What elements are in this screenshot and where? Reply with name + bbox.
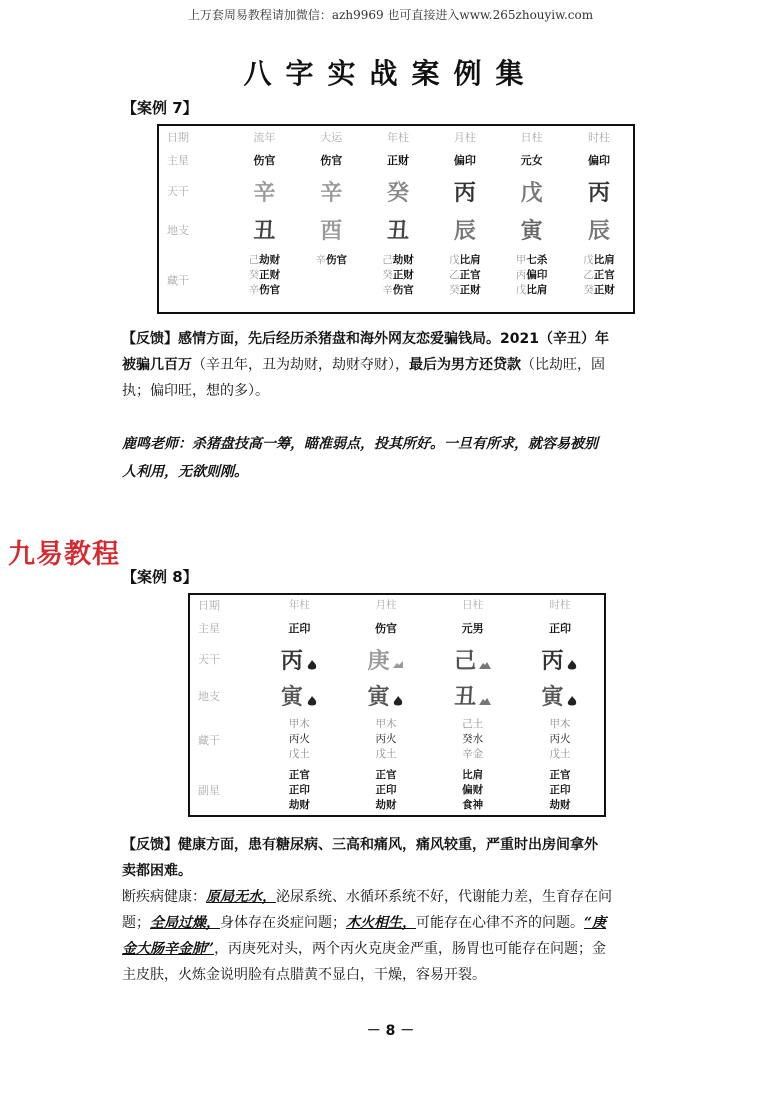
heavenly-stem-cell <box>516 641 605 678</box>
feedback-text: （辛丑年，丑为劫财，劫财夺财）， <box>192 357 409 373</box>
case7-row-date <box>158 125 634 149</box>
earthly-branch: 丑 <box>387 219 410 245</box>
hidden-star: 正财 <box>259 268 281 281</box>
hidden-stem: 丙 <box>515 268 527 281</box>
case8-row-star <box>189 614 605 640</box>
hidden-stem-entry <box>231 283 298 298</box>
metal-element-icon <box>392 660 404 670</box>
feedback-highlight-2: 最后为男方还贷款 <box>409 357 521 373</box>
hidden-stem-entry <box>365 253 432 268</box>
side-stars-cell <box>516 765 605 816</box>
hidden-stems-cell <box>431 249 498 313</box>
diagnosis-highlight: 木火相生， <box>346 915 416 931</box>
diagnosis-text: 主皮肤，火炼金说明脸有点腊黄不显白，干燥，容易开裂。 <box>122 967 486 983</box>
earthly-branch: 酉 <box>320 219 343 245</box>
feedback-text: 执；偏印旺，想的多）。 <box>122 383 269 399</box>
case7-row-star <box>158 149 634 173</box>
earthly-branch-cell <box>516 677 605 714</box>
hidden-stem-entry <box>431 268 498 283</box>
heavenly-stem-cell <box>429 641 516 678</box>
hidden-star: 比肩 <box>593 253 615 266</box>
heavenly-stem: 丙 <box>453 180 476 206</box>
hidden-stem: 戊 <box>583 253 594 266</box>
hidden-stem-entry <box>298 253 365 268</box>
side-star: 食神 <box>462 798 484 811</box>
watermark-logo: 九易教程 <box>8 539 120 570</box>
earthly-branch: 丑 <box>253 219 276 245</box>
row-label: 日期 <box>167 131 189 145</box>
earth-element-icon <box>479 660 491 670</box>
earthly-branch: 寅 <box>367 685 390 711</box>
earth-element-icon <box>479 696 491 706</box>
side-stars-cell <box>343 765 430 816</box>
hidden-stem-entry: 丙火 <box>288 733 310 746</box>
hidden-stem-entry <box>231 268 298 283</box>
hidden-star: 正财 <box>593 283 615 296</box>
fire-element-icon <box>306 660 318 670</box>
row-label: 天干 <box>167 185 189 199</box>
case7-row-hidden <box>158 249 634 313</box>
hidden-star: 比肩 <box>459 253 481 266</box>
hidden-stem: 乙 <box>583 268 594 281</box>
hidden-stems-cell <box>231 249 298 313</box>
main-star: 偏印 <box>588 154 611 168</box>
side-star: 正官 <box>288 768 310 781</box>
main-star: 正印 <box>548 621 571 635</box>
hidden-stems-cell <box>298 249 365 313</box>
case8-row-stem <box>189 641 605 678</box>
main-star: 伤官 <box>374 621 397 635</box>
teacher-line-2: 人利用，无欲则刚。 <box>122 464 248 480</box>
diagnosis-text: 泌尿系统、水循环系统不好，代谢能力差，生育存在问 <box>276 889 612 905</box>
pillar-head: 时柱 <box>549 599 571 612</box>
row-label: 主星 <box>198 621 220 635</box>
side-star: 正印 <box>375 783 397 796</box>
feedback-highlight-1: 被骗几百万 <box>122 357 192 373</box>
hidden-stems-cell <box>565 249 634 313</box>
diagnosis-text: 身体存在炎症问题； <box>220 915 346 931</box>
hidden-stem-entry: 戊土 <box>375 748 397 761</box>
fire-element-icon <box>566 696 578 706</box>
hidden-stem: 癸 <box>248 268 260 281</box>
diagnosis-highlight: 金大肠辛金肺” <box>122 941 215 957</box>
case8-row-hidden <box>189 714 605 765</box>
diagnosis-text: ，丙庚死对头，两个丙火克庚金严重，肠胃也可能存在问题；金 <box>214 941 607 957</box>
hidden-stems-cell <box>516 714 605 765</box>
row-label: 日期 <box>198 598 220 612</box>
main-star: 偏印 <box>453 154 476 168</box>
case8-feedback <box>122 832 682 988</box>
diagnosis-text: 题； <box>122 915 150 931</box>
pillar-head: 时柱 <box>588 131 611 145</box>
main-star: 正印 <box>288 621 311 635</box>
side-star: 正官 <box>375 768 397 781</box>
case7-label: 【案例 7】 <box>122 99 198 117</box>
heavenly-stem: 丙 <box>541 648 564 674</box>
hidden-stem: 戊 <box>515 283 527 296</box>
hidden-stem-entry: 丙火 <box>375 733 397 746</box>
hidden-stem-entry: 戊土 <box>549 748 571 761</box>
feedback-line-1: 【反馈】感情方面，先后经历杀猪盘和海外网友恋爱骗钱局。2021（辛丑）年 <box>122 331 609 347</box>
hidden-star: 偏印 <box>526 268 548 281</box>
diagnosis-highlight: “庚 <box>584 915 607 931</box>
row-label: 主星 <box>167 154 189 168</box>
hidden-stem: 甲 <box>515 253 527 266</box>
case7-teacher-comment <box>122 430 682 486</box>
hidden-stems-cell <box>343 714 430 765</box>
pillar-head: 月柱 <box>375 599 397 612</box>
hidden-stem: 乙 <box>449 268 460 281</box>
heavenly-stem: 丙 <box>280 648 303 674</box>
heavenly-stem: 庚 <box>367 648 390 674</box>
heavenly-stem-cell <box>256 641 343 678</box>
pillar-head: 日柱 <box>520 131 543 145</box>
hidden-stem-entry: 甲木 <box>549 718 571 731</box>
hidden-stem: 癸 <box>382 268 393 281</box>
main-star: 伤官 <box>253 154 276 168</box>
earthly-branch-cell <box>343 677 430 714</box>
side-star: 正印 <box>549 783 571 796</box>
earthly-branch: 寅 <box>520 219 543 245</box>
hidden-stem-entry <box>431 283 498 298</box>
hidden-star: 正财 <box>459 283 481 296</box>
hidden-star: 比肩 <box>526 283 548 296</box>
heavenly-stem: 癸 <box>387 180 410 206</box>
diagnosis-text: 断疾病健康： <box>122 889 206 905</box>
hidden-stems-cell <box>429 714 516 765</box>
hidden-star: 正财 <box>392 268 414 281</box>
hidden-star: 七杀 <box>526 253 548 266</box>
heavenly-stem: 丙 <box>588 180 611 206</box>
page-title: 八字实战案例集 <box>243 57 538 90</box>
hidden-stems-cell <box>256 714 343 765</box>
hidden-star: 伤官 <box>325 253 347 266</box>
heavenly-stem: 辛 <box>320 180 343 206</box>
hidden-star: 劫财 <box>392 253 414 266</box>
hidden-stem-entry: 甲木 <box>375 718 397 731</box>
earthly-branch: 寅 <box>541 685 564 711</box>
hidden-stem: 癸 <box>583 283 594 296</box>
hidden-stem-entry <box>565 283 633 298</box>
heavenly-stem-cell <box>343 641 430 678</box>
hidden-stem: 己 <box>248 253 260 266</box>
side-star: 偏财 <box>462 783 484 796</box>
pillar-head: 流年 <box>253 131 276 145</box>
side-star: 劫财 <box>549 798 571 811</box>
hidden-stem-entry: 辛金 <box>462 748 484 761</box>
main-star: 元男 <box>461 621 484 635</box>
earthly-branch: 丑 <box>454 685 477 711</box>
hidden-stem-entry <box>365 268 432 283</box>
hidden-star: 伤官 <box>259 283 281 296</box>
hidden-stem-entry <box>498 283 565 298</box>
row-label: 地支 <box>167 223 189 237</box>
side-star: 正印 <box>288 783 310 796</box>
earthly-branch-cell <box>429 677 516 714</box>
teacher-line-1: 鹿鸣老师：杀猪盘技高一筹，瞄准弱点，投其所好。一旦有所求，就容易被别 <box>122 436 598 452</box>
feedback-text: （比劫旺，固 <box>521 357 605 373</box>
earthly-branch-cell <box>256 677 343 714</box>
case8-row-branch <box>189 677 605 714</box>
hidden-stem-entry: 丙火 <box>549 733 571 746</box>
fire-element-icon <box>392 696 404 706</box>
hidden-stem-entry: 癸水 <box>462 733 484 746</box>
case8-bazi-table <box>188 593 606 817</box>
hidden-stem-entry: 己土 <box>462 718 484 731</box>
pillar-head: 大运 <box>320 131 343 145</box>
diagnosis-highlight: 原局无水， <box>206 889 276 905</box>
hidden-stem: 辛 <box>315 253 326 266</box>
page-header: 上万套周易教程请加微信：azh9969 也可直接进入www.265zhouyiw.com <box>187 8 594 22</box>
row-label: 天干 <box>198 653 220 667</box>
feedback-line-2: 卖都困难。 <box>122 863 192 879</box>
feedback-line-1: 【反馈】健康方面，患有糖尿病、三高和痛风，痛风较重，严重时出房间拿外 <box>122 837 598 853</box>
hidden-star: 正官 <box>593 268 615 281</box>
earthly-branch: 寅 <box>280 685 303 711</box>
row-label: 藏干 <box>198 733 220 747</box>
pillar-head: 年柱 <box>387 131 410 145</box>
main-star: 正财 <box>387 154 410 168</box>
hidden-stem: 辛 <box>248 283 260 296</box>
row-label: 副星 <box>198 784 220 798</box>
row-label: 地支 <box>198 689 220 703</box>
side-star: 正官 <box>549 768 571 781</box>
fire-element-icon <box>306 696 318 706</box>
case7-row-stem <box>158 172 634 210</box>
side-star: 劫财 <box>375 798 397 811</box>
earthly-branch: 辰 <box>588 219 611 245</box>
main-star: 伤官 <box>320 154 343 168</box>
heavenly-stem: 辛 <box>253 180 276 206</box>
hidden-stem-entry <box>565 268 633 283</box>
hidden-stem: 癸 <box>449 283 460 296</box>
side-stars-cell <box>256 765 343 816</box>
hidden-stem: 己 <box>382 253 393 266</box>
case8-row-date <box>189 594 605 614</box>
earthly-branch: 辰 <box>453 219 476 245</box>
case8-label: 【案例 8】 <box>122 568 198 586</box>
heavenly-stem: 戊 <box>520 180 543 206</box>
hidden-stem-entry <box>231 253 298 268</box>
pillar-head: 年柱 <box>288 599 310 612</box>
pillar-head: 月柱 <box>453 131 476 145</box>
hidden-stem: 戊 <box>449 253 460 266</box>
hidden-star: 劫财 <box>259 253 281 266</box>
main-star: 元女 <box>520 154 543 168</box>
page-number: － 8 － <box>366 1023 415 1039</box>
hidden-stems-cell <box>365 249 432 313</box>
row-label: 藏干 <box>167 274 189 288</box>
diagnosis-highlight: 全局过燥， <box>150 915 220 931</box>
side-stars-cell <box>429 765 516 816</box>
diagnosis-text: 可能存在心律不齐的问题。 <box>416 915 584 931</box>
hidden-stems-cell <box>498 249 565 313</box>
hidden-stem-entry <box>498 253 565 268</box>
hidden-star: 伤官 <box>392 283 414 296</box>
case7-bazi-table <box>157 124 635 314</box>
pillar-head: 日柱 <box>462 599 484 612</box>
hidden-stem-entry <box>431 253 498 268</box>
hidden-stem-entry: 甲木 <box>288 718 310 731</box>
case7-row-branch <box>158 210 634 248</box>
hidden-star: 正官 <box>459 268 481 281</box>
hidden-stem-entry: 戊土 <box>288 748 310 761</box>
hidden-stem-entry <box>365 283 432 298</box>
hidden-stem: 辛 <box>382 283 393 296</box>
fire-element-icon <box>566 660 578 670</box>
hidden-stem-entry <box>498 268 565 283</box>
hidden-stem-entry <box>565 253 633 268</box>
heavenly-stem: 己 <box>454 648 477 674</box>
case7-feedback <box>122 326 682 404</box>
side-star: 比肩 <box>462 768 484 781</box>
side-star: 劫财 <box>288 798 310 811</box>
case8-row-side <box>189 765 605 816</box>
